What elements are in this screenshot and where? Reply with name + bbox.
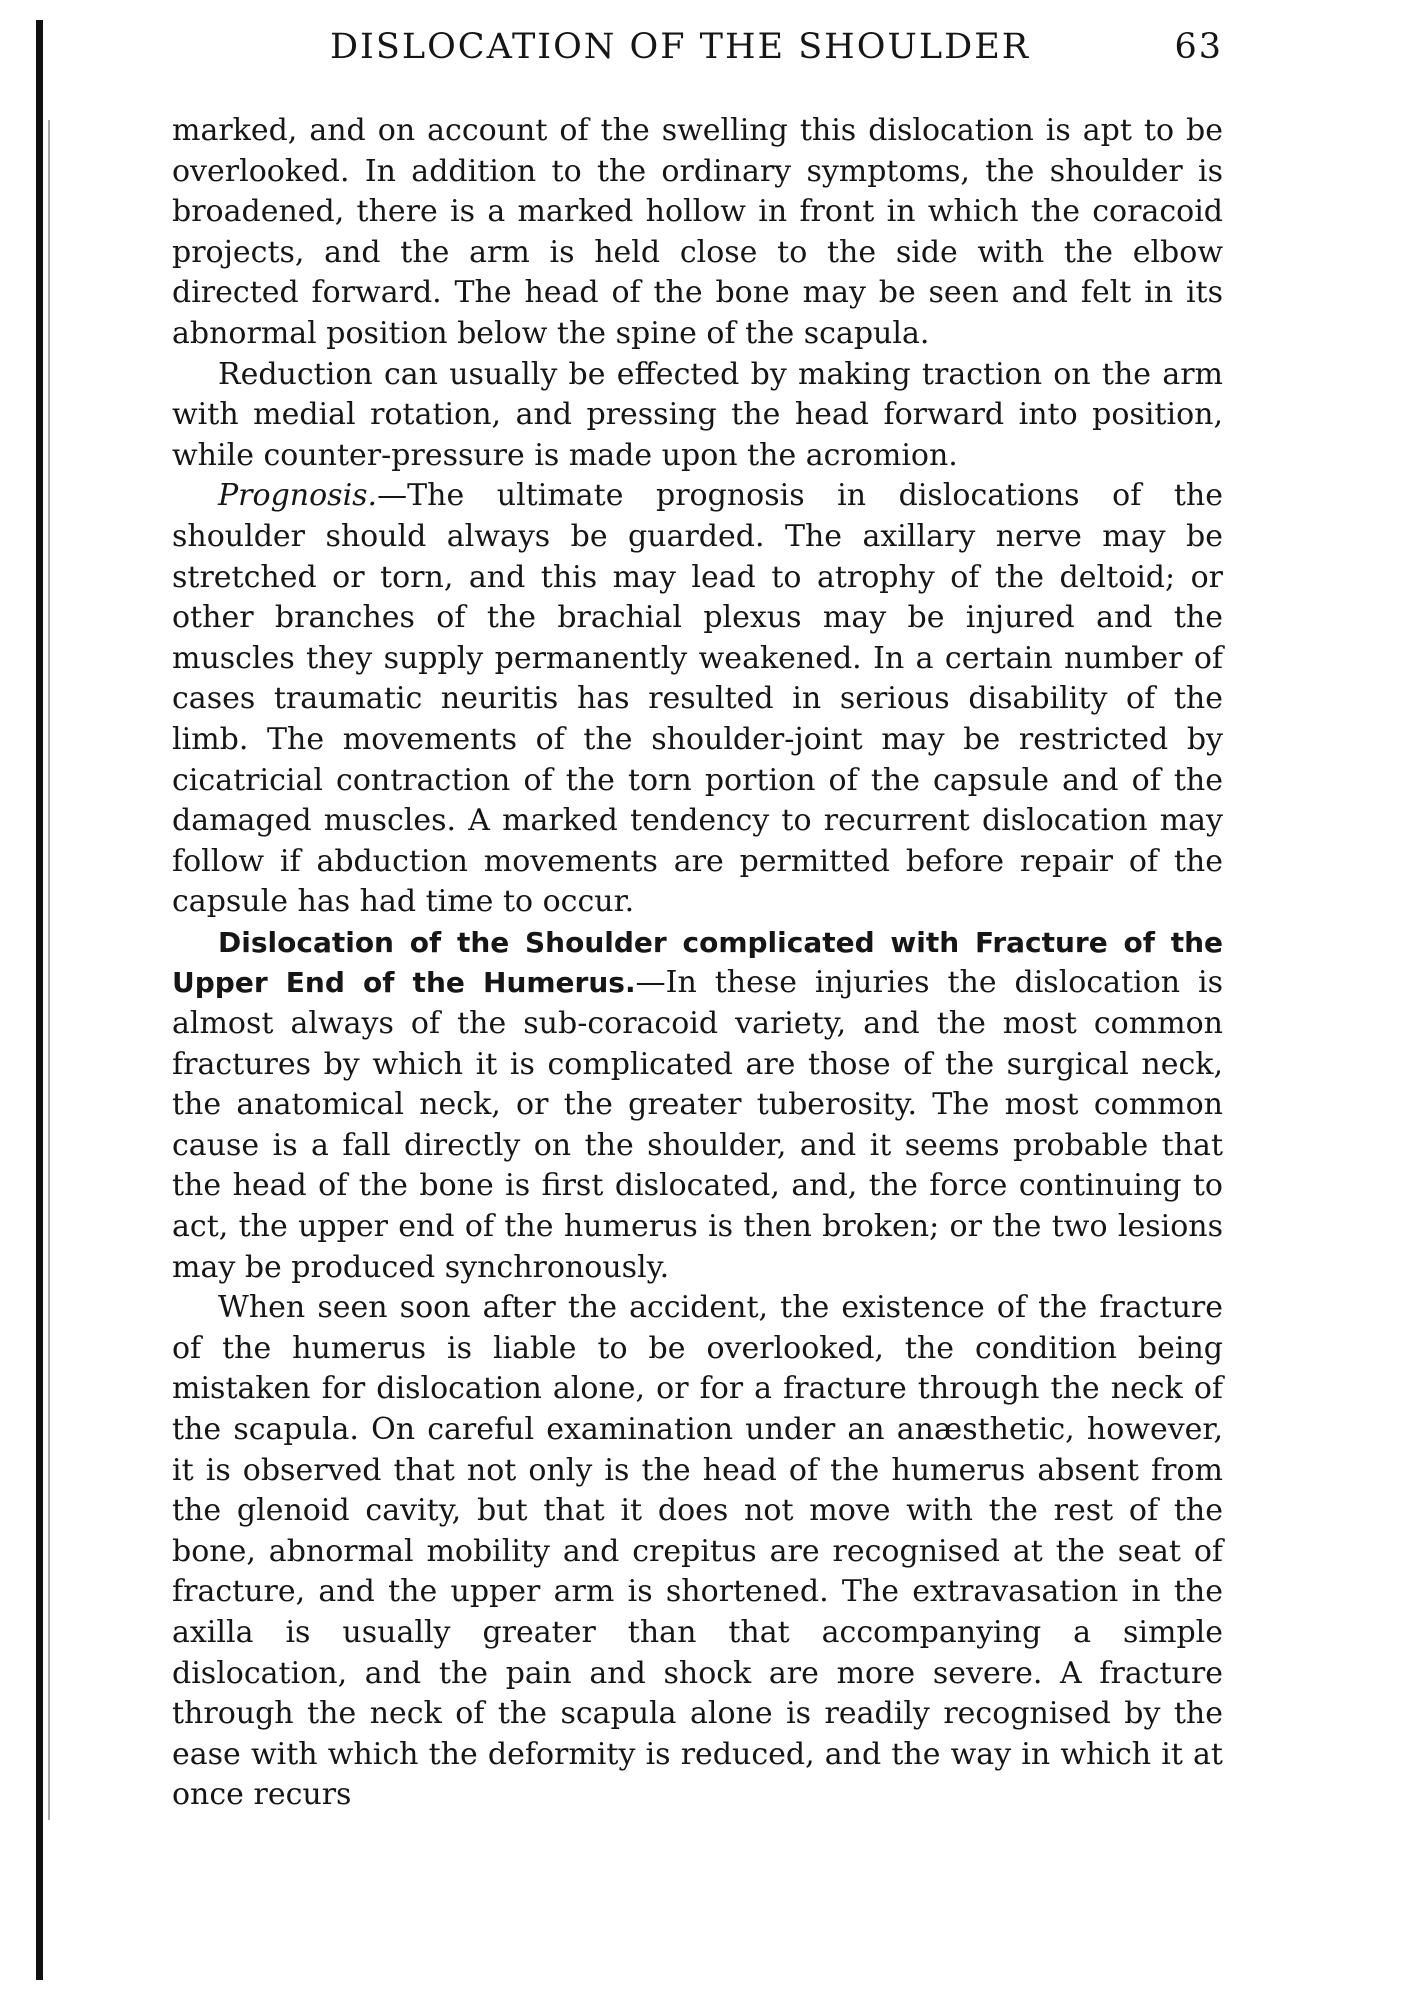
paragraph-continued: marked, and on account of the swelling this dislocation is apt to be overlooked. In addition to the ordinary symptoms, the shoulder is broadened, there is a marked hollow in front in which the coracoid projects, and the arm is held close to the side with the elbow directed forward. The head of the bone may be seen and felt in its abnormal position below the spine of the scapula. [172,113,1223,351]
prognosis-text: —The ultimate prognosis in dislocations of the shoulder should always be guarded. The axillary nerve may be stretched or torn, and this may lead to atrophy of the deltoid; or other branches of the brachial plexus may be injured and the muscles they supply permanently weakened. In a certain number of cases traumatic neuritis has resulted in serious disability of the limb. The movements of the shoulder-joint may be restricted by cicatricial contraction of the torn portion of the capsule and of the damaged muscles. A marked tendency to recurrent dislocation may follow if abduction movements are permitted before repair of the capsule has had time to occur. [172,478,1223,920]
section-text: —In these injuries the dislocation is almost always of the sub-coracoid variety, and the most common fractures by which it is complicated are those of the surgical neck, the anatomical neck, or the greater tuberosity. The most common cause is a fall directly on the shoulder, and it seems probable that the head of the bone is first dislocated, and, the force continuing to act, the upper end of the humerus is then broken; or the two lesions may be produced synchronously. [172,965,1223,1285]
paragraph-prognosis [172,476,1223,923]
page-number: 63 [1174,27,1223,67]
binding-shadow [36,20,43,1980]
running-head [172,22,1223,72]
paragraph-complicated-dislocation [172,923,1223,1288]
paragraph-reduction: Reduction can usually be effected by making traction on the arm with medial rotation, and pressing the head forward into position, while counter-pressure is made upon the acromion. [172,356,1223,473]
paragraph-diagnosis: When seen soon after the accident, the existence of the fracture of the humerus is liable to be overlooked, the condition being mistaken for dislocation alone, or for a fracture through the neck of the scapula. On careful examination under an anæsthetic, however, it is observed that not only is the head of the humerus absent from the glenoid cavity, but that it does not move with the rest of the bone, abnormal mobility and crepitus are recognised at the seat of fracture, and the upper arm is shortened. The extravasation in the axilla is usually greater than that accompanying a simple dislocation, and the pain and shock are more severe. A fracture through the neck of the scapula alone is readily recognised by the ease with which the deformity is reduced, and the way in which it at once recurs [172,1290,1223,1813]
running-title: DISLOCATION OF THE SHOULDER [330,27,1031,67]
prognosis-heading: Prognosis. [218,478,378,514]
body-text [172,111,1223,1816]
section-heading: Dislocation of the Shoulder complicated with Fracture of the Upper End of the Humerus. [172,925,1223,1000]
binding-shadow-inner [48,120,50,1820]
